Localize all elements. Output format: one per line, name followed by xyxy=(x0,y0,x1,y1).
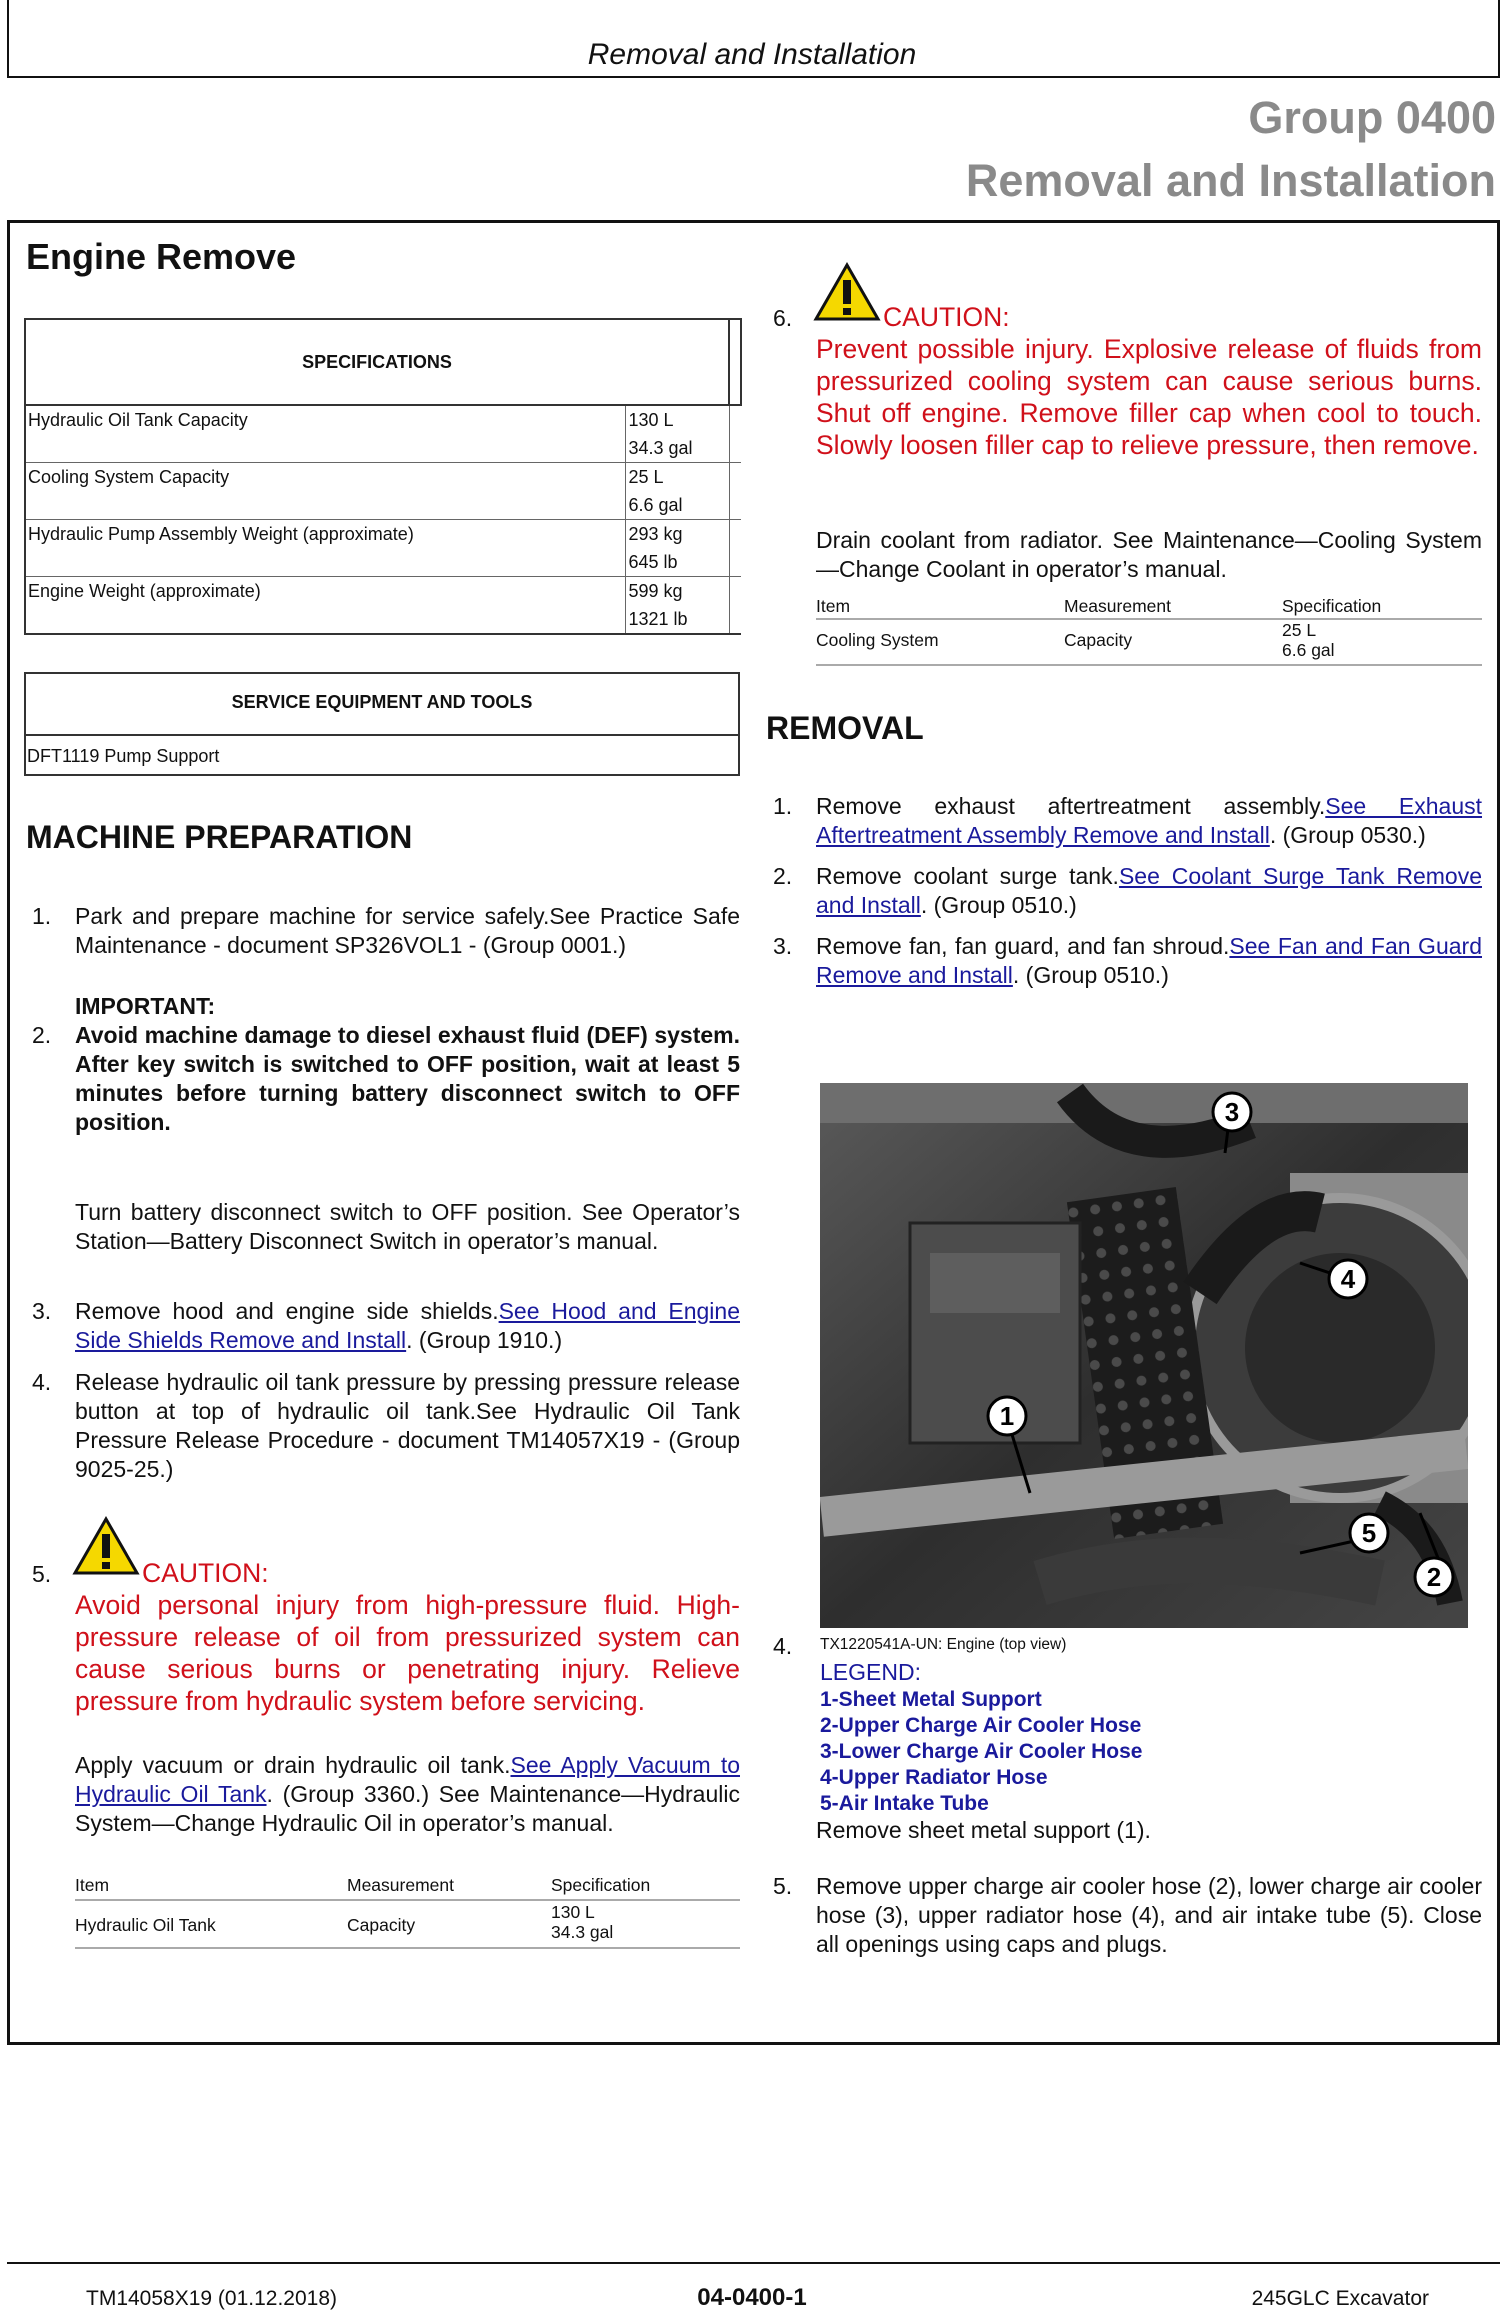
step-number: 1. xyxy=(32,903,52,929)
table-cell: Capacity xyxy=(347,1915,416,1935)
spec-row xyxy=(25,520,741,577)
callout-5 xyxy=(1350,1514,1388,1552)
coolant-surge-tank-link[interactable]: See Coolant Surge Tank Remove and Install xyxy=(816,863,1482,918)
important-label: IMPORTANT: xyxy=(75,993,216,1019)
step-text: . (Group 0530.) xyxy=(1269,822,1426,848)
caution-label: CAUTION: xyxy=(142,1558,269,1588)
step-text: Remove hood and engine side shields. xyxy=(75,1298,499,1324)
spec-value: 645 lb xyxy=(628,552,678,572)
step-text: . (Group 3360.) See Maintenance—Hydraulic System—Change Hydraulic Oil in operator’s manual. xyxy=(75,1781,740,1836)
spec-value: 1321 lb xyxy=(628,609,688,629)
svg-text:3: 3 xyxy=(1224,1097,1240,1127)
caution-warning-icon xyxy=(813,262,881,322)
divider xyxy=(816,664,1482,666)
spec-value: 34.3 gal xyxy=(628,438,693,458)
specifications-heading: SPECIFICATIONS xyxy=(302,352,452,372)
step-text: Remove fan, fan guard, and fan shroud. xyxy=(816,933,1230,959)
step-number: 2. xyxy=(32,1022,52,1048)
callout-2 xyxy=(1415,1558,1453,1596)
table-cell: 34.3 gal xyxy=(551,1922,614,1942)
legend-item: 3-Lower Charge Air Cooler Hose xyxy=(820,1740,1143,1763)
removal-step-1 xyxy=(816,792,1482,850)
caution-label: CAUTION: xyxy=(883,302,1010,332)
step-text: Apply vacuum or drain hydraulic oil tank. xyxy=(75,1752,511,1778)
step-text: . (Group 0510.) xyxy=(1012,962,1169,988)
spec-value: 6.6 gal xyxy=(628,495,683,515)
table-cell: Capacity xyxy=(1064,630,1133,650)
step-number: 2. xyxy=(773,863,793,889)
legend-item: 5-Air Intake Tube xyxy=(820,1792,989,1815)
specifications-table xyxy=(24,318,742,635)
removal-step-3 xyxy=(816,932,1482,990)
fan-guard-link[interactable]: See Fan and Fan Guard Remove and Install xyxy=(816,933,1482,988)
column-header: Item xyxy=(75,1875,110,1895)
column-header: Measurement xyxy=(1064,596,1171,616)
svg-text:4: 4 xyxy=(1340,1264,1356,1294)
prep-step-3 xyxy=(75,1297,740,1355)
service-equipment-heading: SERVICE EQUIPMENT AND TOOLS xyxy=(231,692,533,712)
document-id: TM14058X19 (01.12.2018) xyxy=(86,2287,338,2310)
spec-item: Engine Weight (approximate) xyxy=(28,581,261,601)
prep-step-5 xyxy=(75,1751,740,1838)
engine-top-view-photo xyxy=(820,1083,1468,1628)
spec-row xyxy=(25,577,741,635)
page-number: 04-0400-1 xyxy=(697,2284,807,2311)
divider xyxy=(75,1947,740,1949)
spec-row xyxy=(25,405,741,463)
spec-item: Cooling System Capacity xyxy=(28,467,230,487)
step-number: 1. xyxy=(773,793,793,819)
prep-step-2: Turn battery disconnect switch to OFF position. See Operator’s Station—Battery Disconnect Switch in operator’s manual. xyxy=(75,1199,740,1254)
removal-heading: REMOVAL xyxy=(766,710,924,746)
step-number: 5. xyxy=(773,1873,793,1899)
table-cell: 25 L xyxy=(1282,620,1317,640)
table-cell: 130 L xyxy=(551,1902,595,1922)
section-title: Engine Remove xyxy=(26,236,297,277)
caution-warning-icon xyxy=(72,1516,140,1576)
column-header: Specification xyxy=(551,1875,651,1895)
callout-3 xyxy=(1213,1093,1251,1131)
callout-1 xyxy=(988,1397,1026,1435)
important-notice: Avoid machine damage to diesel exhaust fluid (DEF) system. After key switch is switched to OFF position, wait at least 5 minutes before turning battery disconnect switch to OFF position. xyxy=(75,1022,740,1135)
column-header: Measurement xyxy=(347,1875,454,1895)
group-number: Group 0400 xyxy=(1248,92,1496,143)
divider xyxy=(24,734,740,736)
machine-model: 245GLC Excavator xyxy=(1251,2287,1429,2310)
legend-item: 4-Upper Radiator Hose xyxy=(820,1766,1048,1789)
step-text: Remove coolant surge tank. xyxy=(816,863,1119,889)
removal-step-2 xyxy=(816,862,1482,920)
spec-value: 599 kg xyxy=(628,581,683,601)
caution-text: Prevent possible injury. Explosive release of fluids from pressurized cooling system can cause serious burns. Shut off engine. Remove filler cap when cool to touch. Slowly loosen filler cap to relieve pressure, then remove. xyxy=(816,334,1482,460)
table-cell: Cooling System xyxy=(816,630,939,650)
step-number: 3. xyxy=(773,933,793,959)
step-text: . (Group 0510.) xyxy=(920,892,1077,918)
legend-title: LEGEND: xyxy=(820,1659,921,1685)
apply-vacuum-link[interactable]: See Apply Vacuum to Hydraulic Oil Tank xyxy=(75,1752,740,1807)
machine-prep-heading: MACHINE PREPARATION xyxy=(26,819,413,855)
legend-item: 1-Sheet Metal Support xyxy=(820,1688,1042,1711)
group-title: Removal and Installation xyxy=(965,155,1496,206)
svg-text:5: 5 xyxy=(1361,1518,1377,1548)
prep-step-1: Park and prepare machine for service safely.See Practice Safe Maintenance - document SP326VOL1 - (Group 0001.) xyxy=(75,903,740,958)
column-header: Item xyxy=(816,596,851,616)
table-cell: 6.6 gal xyxy=(1282,640,1335,660)
column-header: Specification xyxy=(1282,596,1382,616)
spec-value: 25 L xyxy=(628,467,664,487)
footer-divider xyxy=(7,2262,1500,2264)
step6-text: Drain coolant from radiator. See Maintenance—Cooling System—Change Coolant in operator’s manual. xyxy=(816,527,1482,582)
step-number: 4. xyxy=(32,1369,52,1395)
step-number: 5. xyxy=(32,1561,52,1587)
spec-item: Hydraulic Oil Tank Capacity xyxy=(28,410,248,430)
table-cell: Hydraulic Oil Tank xyxy=(75,1915,216,1935)
divider xyxy=(816,618,1482,620)
spec-value: 130 L xyxy=(628,410,674,430)
prep-step-4: Release hydraulic oil tank pressure by pressing pressure release button at top of hydraulic oil tank.See Hydraulic Oil Tank Pressure Release Procedure - document TM14057X19 - (Group 9025-25.) xyxy=(75,1369,740,1482)
running-title: Removal and Installation xyxy=(587,38,917,71)
exhaust-aftertreatment-link[interactable]: See Exhaust Aftertreatment Assembly Remove and Install xyxy=(816,793,1483,848)
step-text: Remove exhaust aftertreatment assembly. xyxy=(816,793,1326,819)
step-text: . (Group 1910.) xyxy=(406,1327,563,1353)
step-number: 4. xyxy=(773,1633,793,1659)
figure-caption: TX1220541A-UN: Engine (top view) xyxy=(820,1636,1067,1653)
removal-step-4: Remove sheet metal support (1). xyxy=(816,1817,1151,1843)
hood-shields-link[interactable]: See Hood and Engine Side Shields Remove and Install xyxy=(75,1298,740,1353)
svg-text:2: 2 xyxy=(1426,1562,1442,1592)
removal-step-5: Remove upper charge air cooler hose (2), lower charge air cooler hose (3), upper radiator hose (4), and air intake tube (5). Close all openings using caps and plugs. xyxy=(816,1873,1482,1957)
spec-value: 293 kg xyxy=(628,524,683,544)
service-equipment-item: DFT1119 Pump Support xyxy=(27,746,220,766)
spec-row xyxy=(25,463,741,520)
spec-item: Hydraulic Pump Assembly Weight (approximate) xyxy=(28,524,414,544)
step-number: 6. xyxy=(773,305,793,331)
legend-item: 2-Upper Charge Air Cooler Hose xyxy=(820,1714,1142,1737)
step-number: 3. xyxy=(32,1298,52,1324)
divider xyxy=(75,1899,740,1901)
caution-text: Avoid personal injury from high-pressure fluid. High-pressure release of oil from pressurized system can cause serious burns or penetrating injury. Relieve pressure from hydraulic system before servicing. xyxy=(75,1590,740,1716)
callout-4 xyxy=(1329,1260,1367,1298)
svg-text:1: 1 xyxy=(999,1401,1015,1431)
legend xyxy=(820,1687,1142,1817)
